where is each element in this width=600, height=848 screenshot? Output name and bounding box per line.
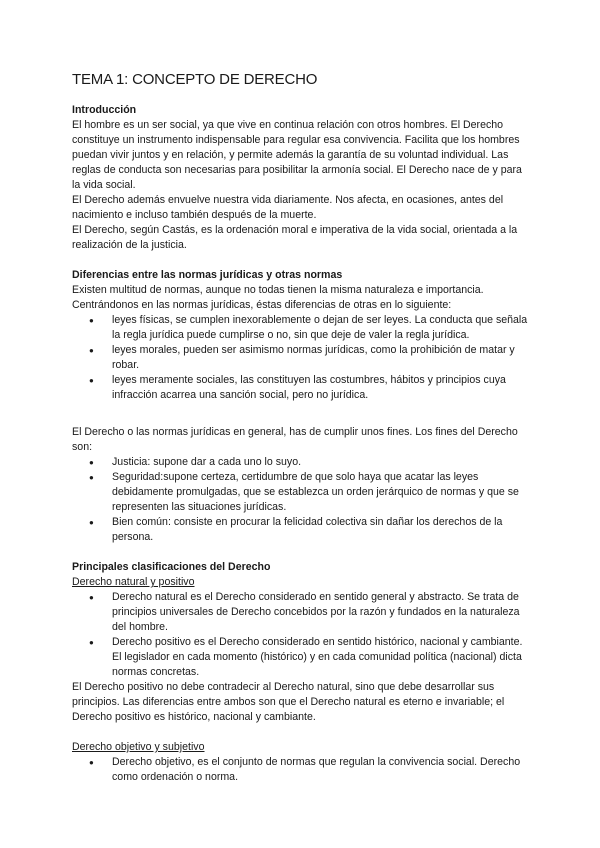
natural-positivo-paragraph: El Derecho positivo no debe contradecir al Derecho natural, sino que debe desarrollar sus principios. Las diferencias entre ambos son que el Derecho natural es eterno e invariable; el Derecho positivo es histórico, nacional y cambiante. <box>72 681 505 723</box>
fines-paragraph: El Derecho o las normas jurídicas en general, has de cumplir unos fines. Los fines del Derecho son: <box>72 426 518 453</box>
natural-positivo-list <box>72 590 532 680</box>
list-item: ● Derecho objetivo, es el conjunto de normas que regulan la convivencia social. Derecho como ordenación o norma. <box>86 755 532 785</box>
list-item: ● Derecho natural es el Derecho considerado en sentido general y abstracto. Se trata de principios universales de Derecho concebidos por la razón y fundados en la naturaleza del hombre. <box>86 590 532 635</box>
intro-heading: Introducción <box>72 104 137 116</box>
document-title: TEMA 1: CONCEPTO DE DERECHO <box>72 71 318 88</box>
list-item: ● leyes meramente sociales, las constituyen las costumbres, hábitos y principios cuya infracción acarrea una sanción social, pero no jurídica. <box>86 373 532 403</box>
list-item: ● Bien común: consiste en procurar la felicidad colectiva sin dañar los derechos de la persona. <box>86 515 532 545</box>
intro-paragraph: El Derecho además envuelve nuestra vida diariamente. Nos afecta, en ocasiones, antes del nacimiento e incluso también después de la muerte. <box>72 194 504 221</box>
natural-positivo-subheading: Derecho natural y positivo <box>72 576 195 588</box>
objetivo-subjetivo-list <box>72 755 532 785</box>
list-item: ● Derecho positivo es el Derecho considerado en sentido histórico, nacional y cambiante. El legislador en cada momento (histórico) y en cada comunidad política (nacional) dicta normas concretas. <box>86 635 532 680</box>
intro-paragraph: El Derecho, según Castás, es la ordenación moral e imperativa de la vida social, orientada a la realización de la justicia. <box>72 224 518 251</box>
list-item: ● Seguridad:supone certeza, certidumbre de que solo haya que acatar las leyes debidamente promulgadas, que se establezca un orden jerárquico de normas y que se representen las situaciones jurídicas. <box>86 470 532 515</box>
document-page <box>72 70 532 785</box>
diferencias-paragraph: Centrándonos en las normas jurídicas, éstas diferencias de otras en lo siguiente: <box>72 299 452 311</box>
diferencias-list <box>72 313 532 403</box>
diferencias-heading: Diferencias entre las normas jurídicas y otras normas <box>72 269 343 281</box>
fines-list <box>72 455 532 545</box>
intro-paragraph: El hombre es un ser social, ya que vive en continua relación con otros hombres. El Derecho constituye un instrumento indispensable para regular esa convivencia. Facilita que los hombres puedan vivir juntos y en relación, y permite además la garantía de su voluntad individual. Las reglas de conducta son necesarias para posibilitar la armonía social. El Derecho nace de y para la vida social. <box>72 119 522 191</box>
list-item: ● leyes morales, pueden ser asimismo normas jurídicas, como la prohibición de matar y robar. <box>86 343 532 373</box>
list-item: ● leyes físicas, se cumplen inexorablemente o dejan de ser leyes. La conducta que señala la regla jurídica puede cumplirse o no, sin que deje de valer la regla jurídica. <box>86 313 532 343</box>
clasificaciones-heading: Principales clasificaciones del Derecho <box>72 561 271 573</box>
objetivo-subjetivo-subheading: Derecho objetivo y subjetivo <box>72 741 205 753</box>
diferencias-paragraph: Existen multitud de normas, aunque no todas tienen la misma naturaleza e importancia. <box>72 284 484 296</box>
list-item: ● Justicia: supone dar a cada uno lo suyo. <box>86 455 532 470</box>
